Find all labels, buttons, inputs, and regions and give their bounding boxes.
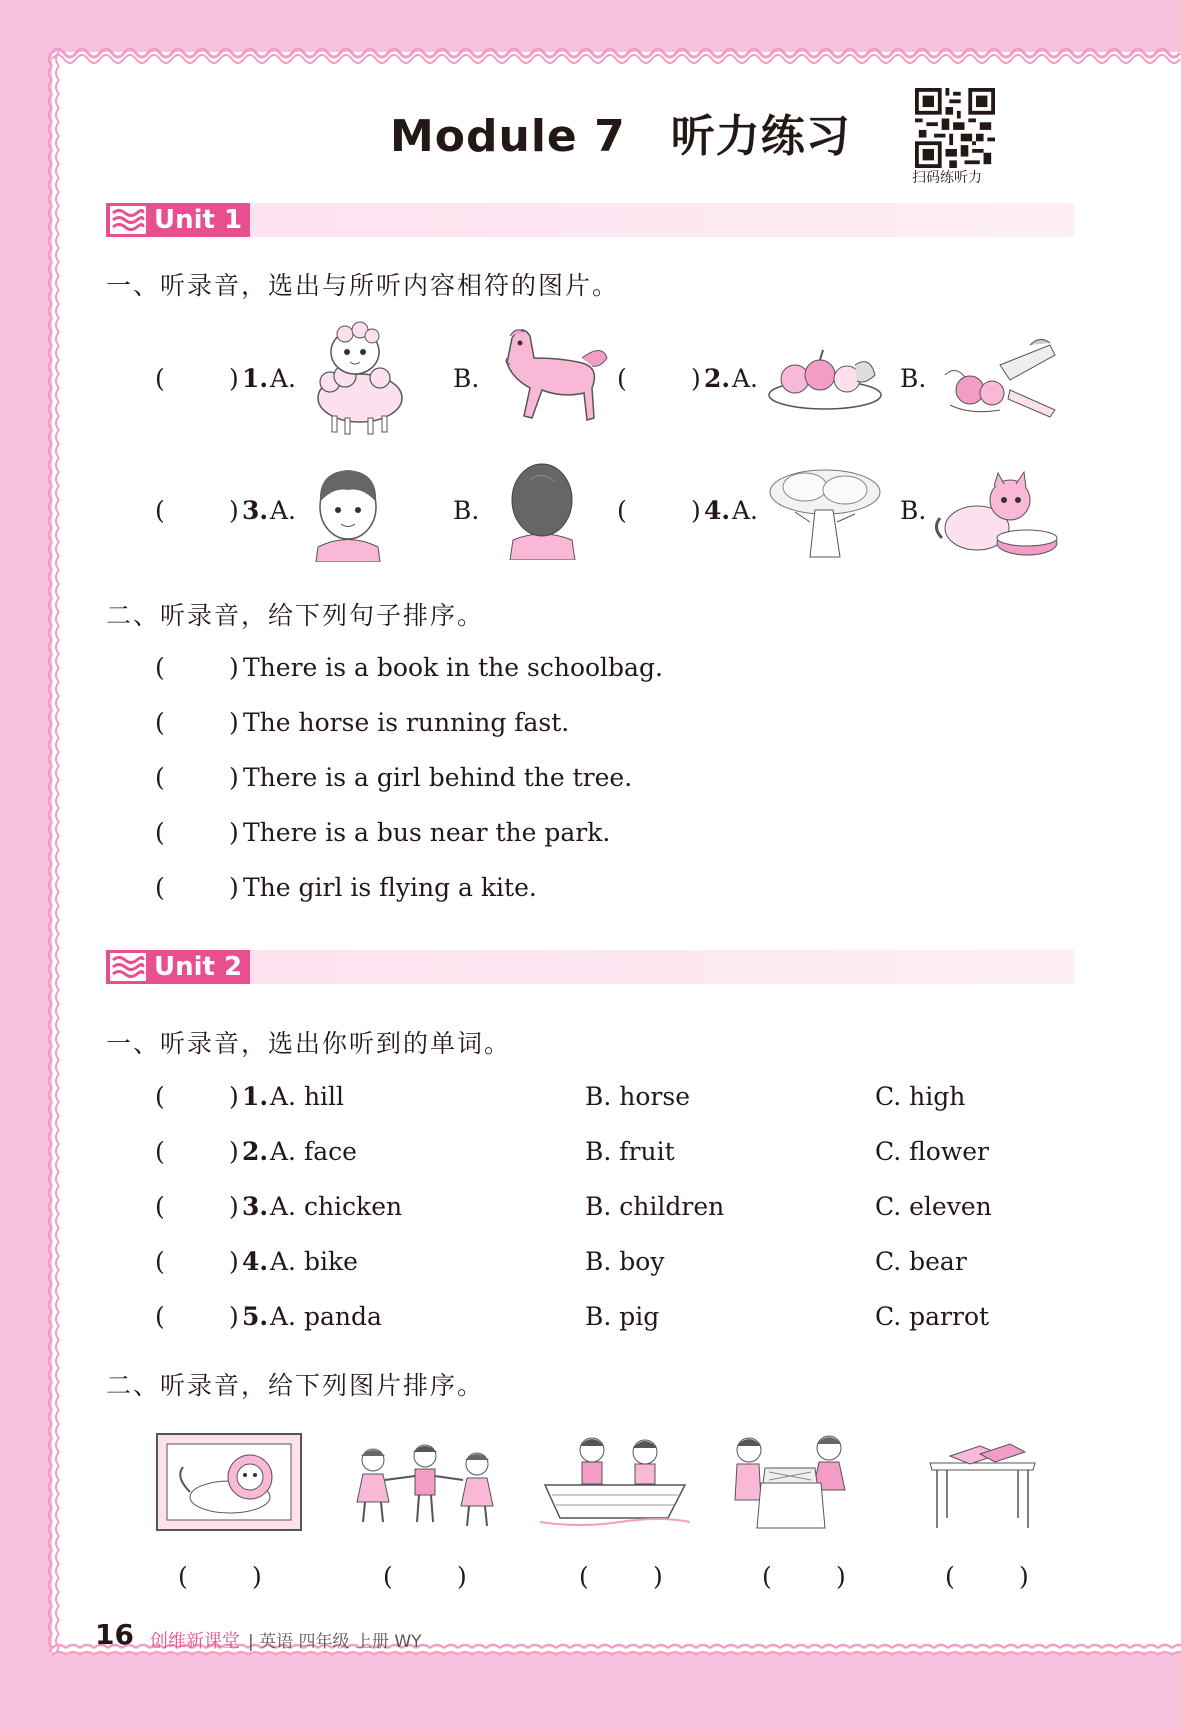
unit-2-header (106, 950, 1074, 984)
answer-paren-close: ) (229, 496, 239, 525)
answer-paren-open[interactable]: ( (155, 873, 165, 902)
answer-paren-close: ) (229, 1302, 239, 1331)
item-number: 2. (704, 364, 731, 393)
footer-subject: | 英语 四年级 上册 WY (248, 1632, 422, 1652)
option-b-label: B. (453, 496, 480, 525)
horse-picture[interactable] (482, 318, 612, 440)
item-number: 3. (242, 1192, 269, 1221)
children-in-boat-picture[interactable] (540, 1430, 690, 1530)
answer-paren-close: ) (229, 708, 239, 737)
option-b: B. fruit (585, 1137, 675, 1166)
fruit-plate-picture[interactable] (765, 345, 885, 413)
option-b-label: B. (453, 364, 480, 393)
answer-paren-open[interactable]: ( (155, 1302, 165, 1331)
option-a-label: A. (732, 496, 759, 525)
answer-paren-close: ) (229, 873, 239, 902)
answer-paren-open[interactable]: ( (178, 1562, 188, 1591)
sentence-text: The girl is flying a kite. (243, 873, 537, 902)
answer-paren-close: ) (457, 1562, 467, 1591)
answer-paren-close: ) (229, 653, 239, 682)
answer-paren-open[interactable]: ( (155, 653, 165, 682)
option-a-label: A. (270, 496, 297, 525)
page-number: 16 (95, 1618, 134, 1651)
sentence-text: There is a book in the schoolbag. (243, 653, 663, 682)
option-a: A. bike (270, 1247, 358, 1276)
option-b-label: B. (900, 364, 927, 393)
answer-paren-open[interactable]: ( (762, 1562, 772, 1591)
option-b: B. boy (585, 1247, 665, 1276)
option-c: C. bear (875, 1247, 967, 1276)
unit2-section1-heading: 一、听录音，选出你听到的单词。 (106, 1029, 512, 1058)
answer-paren-open[interactable]: ( (155, 818, 165, 847)
answer-paren-open[interactable]: ( (945, 1562, 955, 1591)
answer-paren-close: ) (229, 763, 239, 792)
boy-front-picture[interactable] (308, 462, 388, 562)
wave-border-left (44, 52, 70, 1652)
answer-paren-open[interactable]: ( (383, 1562, 393, 1591)
option-b-label: B. (900, 496, 927, 525)
item-number: 4. (242, 1247, 269, 1276)
answer-paren-open[interactable]: ( (155, 708, 165, 737)
option-c: C. flower (875, 1137, 990, 1166)
qr-code-icon[interactable] (915, 88, 995, 168)
option-a: A. chicken (270, 1192, 403, 1221)
boy-back-picture[interactable] (505, 460, 580, 560)
unit-1-header (106, 203, 1074, 237)
item-number: 2. (242, 1137, 269, 1166)
answer-paren-close: ) (229, 1192, 239, 1221)
option-a-label: A. (732, 364, 759, 393)
unit-2-tag (106, 950, 250, 984)
answer-paren-open[interactable]: ( (155, 763, 165, 792)
unit1-section2-heading: 二、听录音，给下列句子排序。 (106, 601, 485, 630)
answer-paren-open[interactable]: ( (155, 1192, 165, 1221)
answer-paren-open[interactable]: ( (155, 496, 165, 525)
item-number: 4. (704, 496, 731, 525)
page-title: Module 7 听力练习 (390, 111, 851, 162)
answer-paren-open[interactable]: ( (579, 1562, 589, 1591)
item-number: 1. (242, 1082, 269, 1111)
option-c: C. high (875, 1082, 966, 1111)
answer-paren-open[interactable]: ( (155, 1247, 165, 1276)
option-b: B. pig (585, 1302, 660, 1331)
sentence-text: There is a girl behind the tree. (243, 763, 633, 792)
answer-paren-close: ) (1019, 1562, 1029, 1591)
option-c: C. eleven (875, 1192, 992, 1221)
unit2-section2-heading: 二、听录音，给下列图片排序。 (106, 1371, 485, 1400)
option-b: B. horse (585, 1082, 690, 1111)
answer-paren-close: ) (229, 818, 239, 847)
answer-paren-close: ) (836, 1562, 846, 1591)
option-a: A. hill (270, 1082, 345, 1111)
answer-paren-close: ) (653, 1562, 663, 1591)
answer-paren-open[interactable]: ( (155, 364, 165, 393)
unit-1-label: Unit 1 (154, 205, 243, 235)
wave-lines-icon (110, 953, 146, 981)
footer-brand: 创维新课堂 (150, 1631, 240, 1652)
item-number: 3. (242, 496, 269, 525)
unit-1-tag (106, 203, 250, 237)
answer-paren-close: ) (691, 496, 701, 525)
answer-paren-open[interactable]: ( (155, 1137, 165, 1166)
cat-drinking-picture[interactable] (932, 468, 1062, 563)
sentence-text: The horse is running fast. (243, 708, 570, 737)
answer-paren-close: ) (691, 364, 701, 393)
wave-lines-icon (110, 206, 146, 234)
vegetables-picture[interactable] (930, 335, 1060, 423)
option-a: A. panda (270, 1302, 382, 1331)
answer-paren-close: ) (229, 364, 239, 393)
option-c: C. parrot (875, 1302, 990, 1331)
answer-paren-close: ) (229, 1082, 239, 1111)
answer-paren-close: ) (229, 1247, 239, 1276)
lion-picture[interactable] (155, 1432, 303, 1532)
unit1-section1-heading: 一、听录音，选出与所听内容相符的图片。 (106, 271, 620, 300)
option-a-label: A. (270, 364, 297, 393)
qr-caption: 扫码练听力 (912, 170, 982, 186)
answer-paren-open[interactable]: ( (155, 1082, 165, 1111)
children-dancing-picture[interactable] (345, 1440, 505, 1530)
answer-paren-close: ) (252, 1562, 262, 1591)
sheep-picture[interactable] (300, 320, 415, 440)
option-a: A. face (270, 1137, 357, 1166)
tree-picture[interactable] (765, 462, 885, 562)
answer-paren-open[interactable]: ( (617, 364, 627, 393)
unit-2-label: Unit 2 (154, 952, 243, 982)
children-at-table-picture[interactable] (725, 1428, 855, 1532)
item-number: 1. (242, 364, 269, 393)
sentence-text: There is a bus near the park. (243, 818, 611, 847)
wave-border-top (52, 40, 1181, 66)
answer-paren-open[interactable]: ( (617, 496, 627, 525)
books-on-desk-picture[interactable] (925, 1428, 1040, 1532)
item-number: 5. (242, 1302, 269, 1331)
answer-paren-close: ) (229, 1137, 239, 1166)
option-b: B. children (585, 1192, 725, 1221)
